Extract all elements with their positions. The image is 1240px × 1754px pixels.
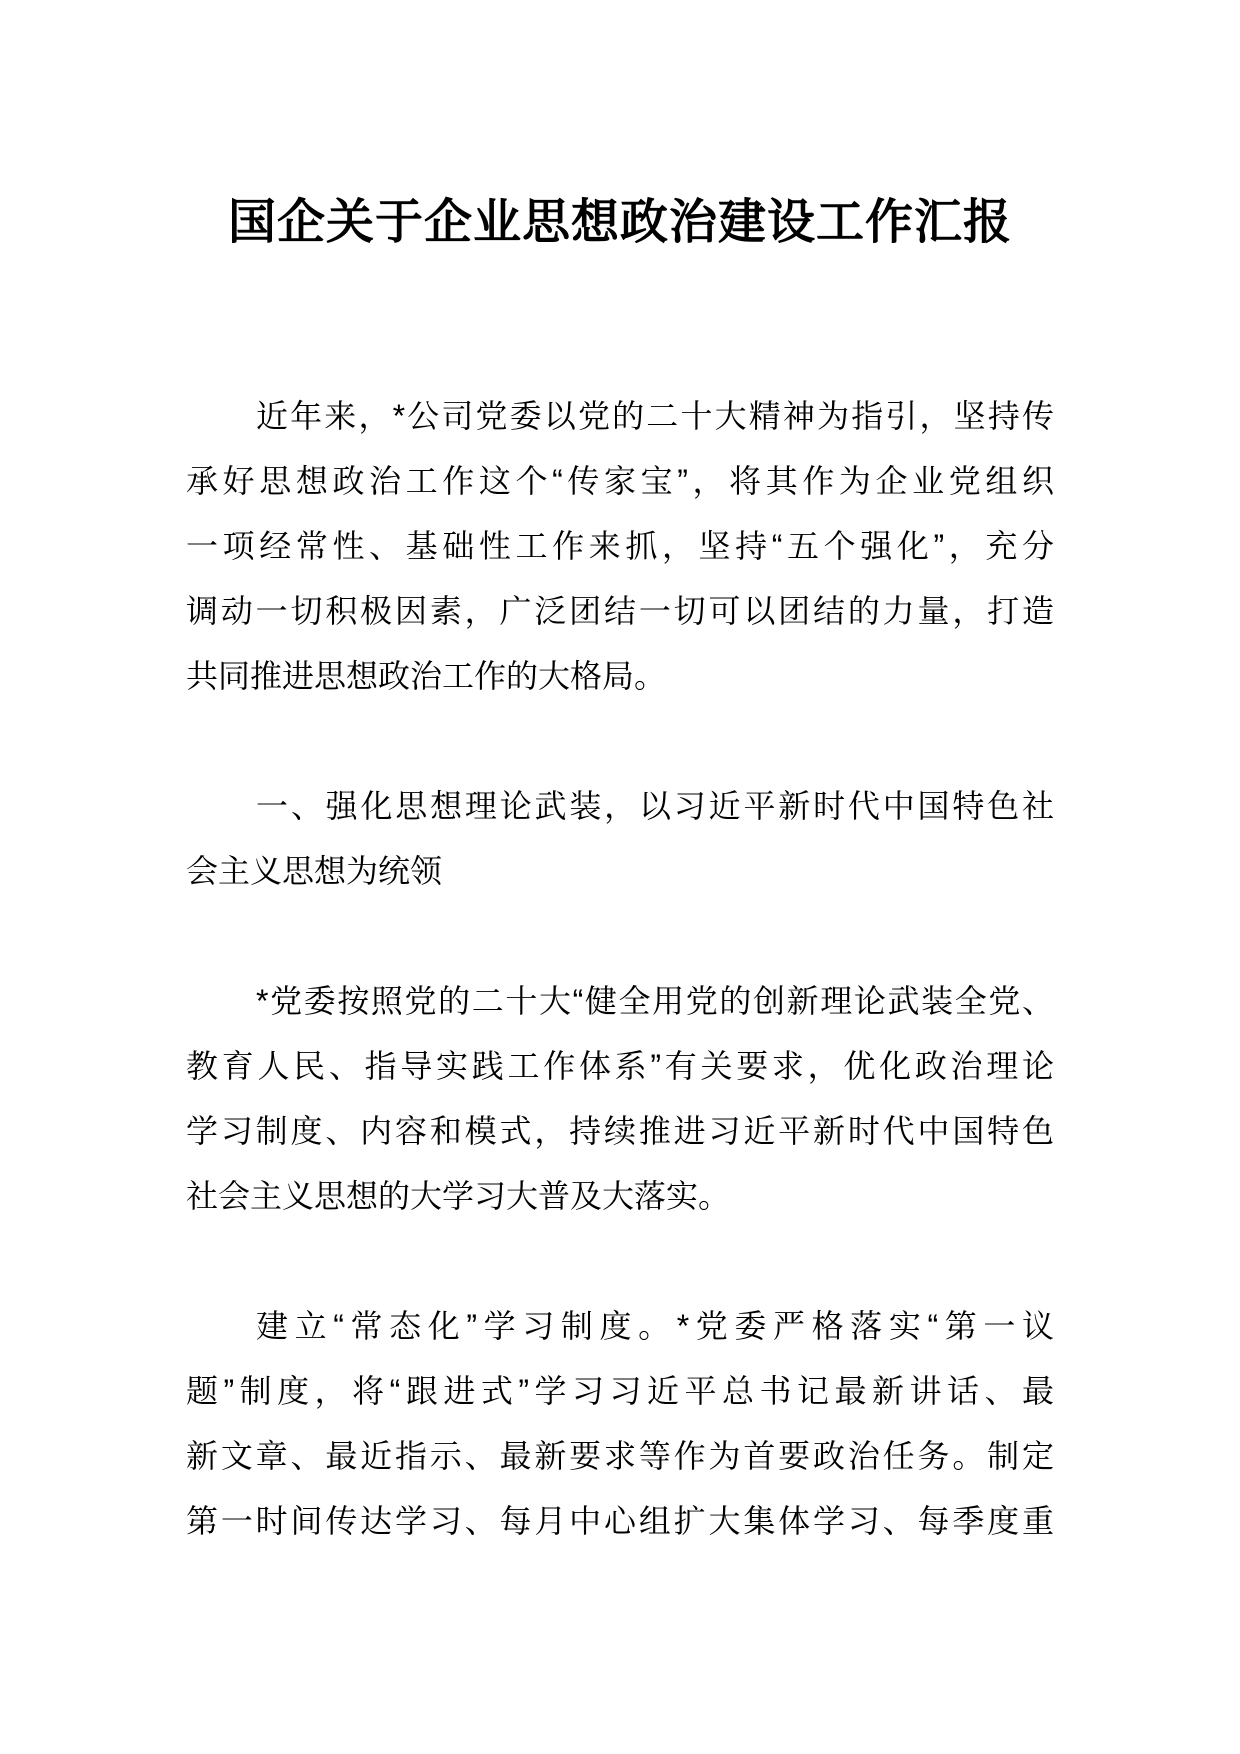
- text-line: 建立“常态化”学习制度。*党委严格落实“第一议: [256, 1308, 1054, 1344]
- text-line: 近年来，*公司党委以党的二十大精神为指引，坚持传: [256, 398, 1054, 434]
- text-line: 一项经常性、基础性工作来抓，坚持“五个强化”，充分: [186, 528, 1054, 564]
- text-line: *党委按照党的二十大“健全用党的创新理论武装全党、: [256, 983, 1054, 1019]
- text-line: 第一时间传达学习、每月中心组扩大集体学习、每季度重: [186, 1503, 1054, 1539]
- text-line: 承好思想政治工作这个“传家宝”，将其作为企业党组织: [186, 463, 1054, 499]
- paragraph-intro: [186, 384, 1054, 709]
- document-title: 国企关于企业思想政治建设工作汇报: [227, 196, 1012, 249]
- text-line: 学习制度、内容和模式，持续推进习近平新时代中国特色: [186, 1113, 1054, 1149]
- section-heading-1: [186, 774, 1054, 904]
- paragraph-theory-armament: [186, 969, 1054, 1229]
- document-body: [186, 384, 1054, 1554]
- text-line: 社会主义思想的大学习大普及大落实。: [186, 1178, 731, 1214]
- text-line: 会主义思想为统领: [186, 853, 443, 889]
- paragraph-study-system: [186, 1294, 1054, 1554]
- text-line: 题”制度，将“跟进式”学习习近平总书记最新讲话、最: [186, 1373, 1054, 1409]
- text-line: 一、强化思想理论武装，以习近平新时代中国特色社: [256, 788, 1054, 824]
- text-line: 教育人民、指导实践工作体系”有关要求，优化政治理论: [186, 1048, 1054, 1084]
- text-line: 共同推进思想政治工作的大格局。: [186, 658, 667, 694]
- text-line: 调动一切积极因素，广泛团结一切可以团结的力量，打造: [186, 593, 1054, 629]
- text-line: 新文章、最近指示、最新要求等作为首要政治任务。制定: [186, 1438, 1054, 1474]
